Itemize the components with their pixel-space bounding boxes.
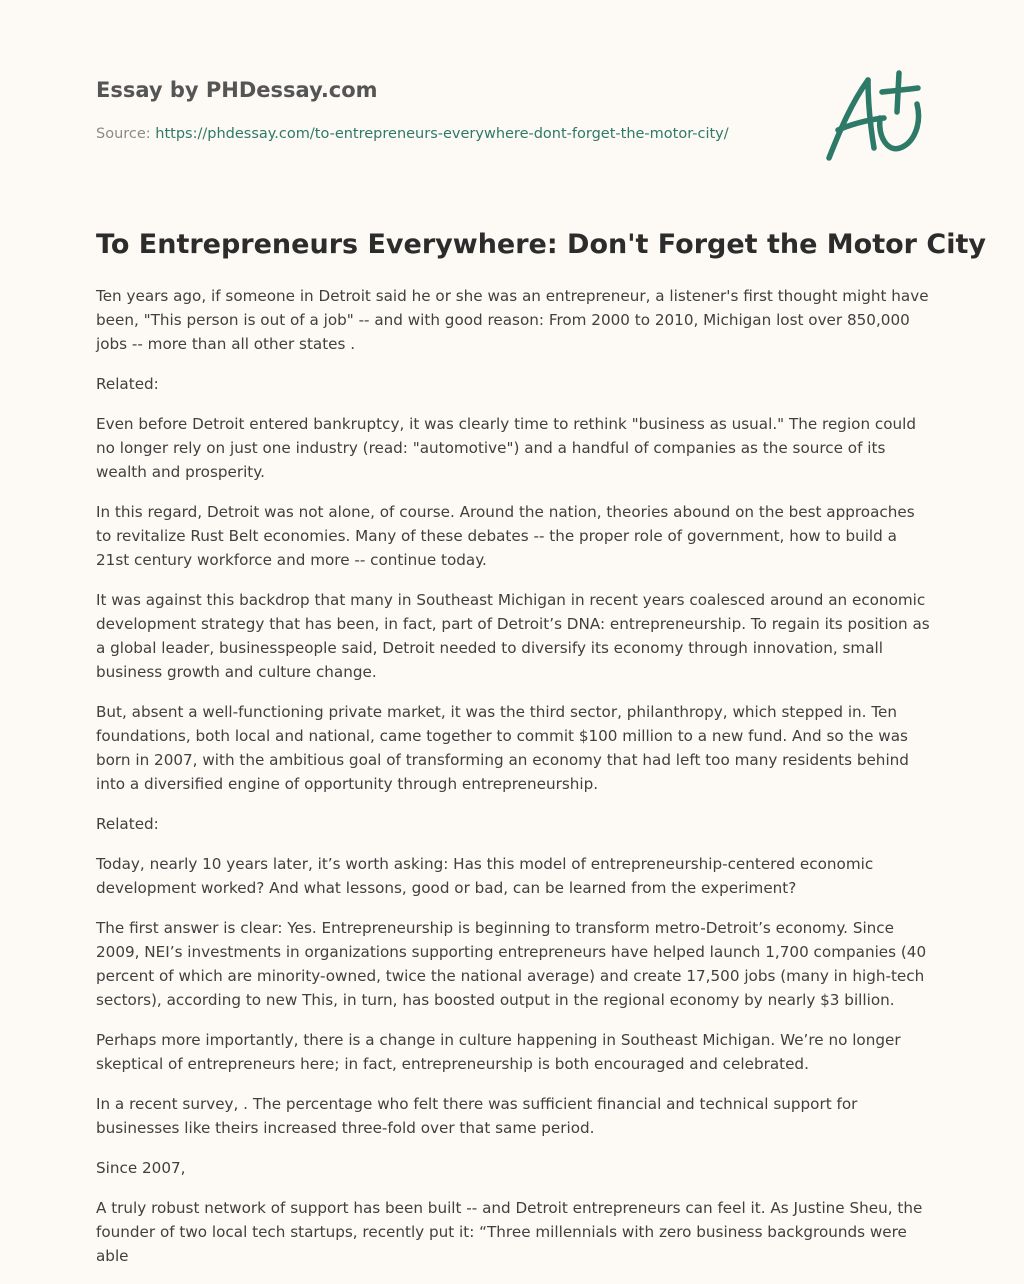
document-header: [96, 76, 796, 144]
paragraph: Related:: [96, 375, 159, 393]
article-body: [96, 284, 930, 1284]
source-line: [96, 124, 796, 144]
paragraph: The first answer is clear: Yes. Entrepreneurship is beginning to transform metro-Detroit’s economy. Since 2009, NEI’s investments in organizations supporting entrepreneurs have helped launch 1,700 companies (40 percent of which are minority-owned, twice the national average) and create 17,500 jobs (many in high-tech sectors), according to new This, in turn, has boosted output in the regional economy by nearly $3 billion.: [96, 919, 927, 1009]
a-plus-grade-logo-icon: [822, 68, 928, 164]
paragraph: A truly robust network of support has been built -- and Detroit entrepreneurs can feel it. As Justine Sheu, the founder of two local tech startups, recently put it: “Three millennials with zero business backgrounds were able: [96, 1199, 923, 1265]
paragraph: Ten years ago, if someone in Detroit said he or she was an entrepreneur, a listener's first thought might have been, "This person is out of a job" -- and with good reason: From 2000 to 2010, Michigan lost over 850,000 jobs -- more than all other states .: [96, 287, 929, 353]
article-title: To Entrepreneurs Everywhere: Don't Forget the Motor City: [96, 229, 986, 260]
site-title: Essay by PHDessay.com: [96, 78, 378, 102]
paragraph: It was against this backdrop that many in Southeast Michigan in recent years coalesced around an economic development strategy that has been, in fact, part of Detroit’s DNA: entrepreneurship. To regain its position as a global leader, businesspeople said, Detroit needed to diversify its economy through innovation, small business growth and culture change.: [96, 591, 930, 681]
paragraph: Related:: [96, 815, 159, 833]
source-label: Source:: [96, 126, 156, 142]
paragraph: In this regard, Detroit was not alone, of course. Around the nation, theories abound on the best approaches to revitalize Rust Belt economies. Many of these debates -- the proper role of government, how to build a 21st century workforce and more -- continue today.: [96, 503, 915, 569]
source-link[interactable]: https://phdessay.com/to-entrepreneurs-everywhere-dont-forget-the-motor-city/: [155, 126, 729, 142]
paragraph: Perhaps more importantly, there is a change in culture happening in Southeast Michigan. We’re no longer skeptical of entrepreneurs here; in fact, entrepreneurship is both encouraged and celebrated.: [96, 1031, 901, 1073]
paragraph: But, absent a well-functioning private market, it was the third sector, philanthropy, which stepped in. Ten foundations, both local and national, came together to commit $100 million to a new fund. And so the was born in 2007, with the ambitious goal of transforming an economy that had left too many residents behind into a diversified engine of opportunity through entrepreneurship.: [96, 703, 909, 793]
paragraph: Even before Detroit entered bankruptcy, it was clearly time to rethink "business as usual." The region could no longer rely on just one industry (read: "automotive") and a handful of companies as the source of its wealth and prosperity.: [96, 415, 917, 481]
paragraph: Today, nearly 10 years later, it’s worth asking: Has this model of entrepreneurship-centered economic development worked? And what lessons, good or bad, can be learned from the experiment?: [96, 855, 874, 897]
paragraph: Since 2007,: [96, 1159, 186, 1177]
paragraph: In a recent survey, . The percentage who felt there was sufficient financial and technical support for businesses like theirs increased three-fold over that same period.: [96, 1095, 858, 1137]
